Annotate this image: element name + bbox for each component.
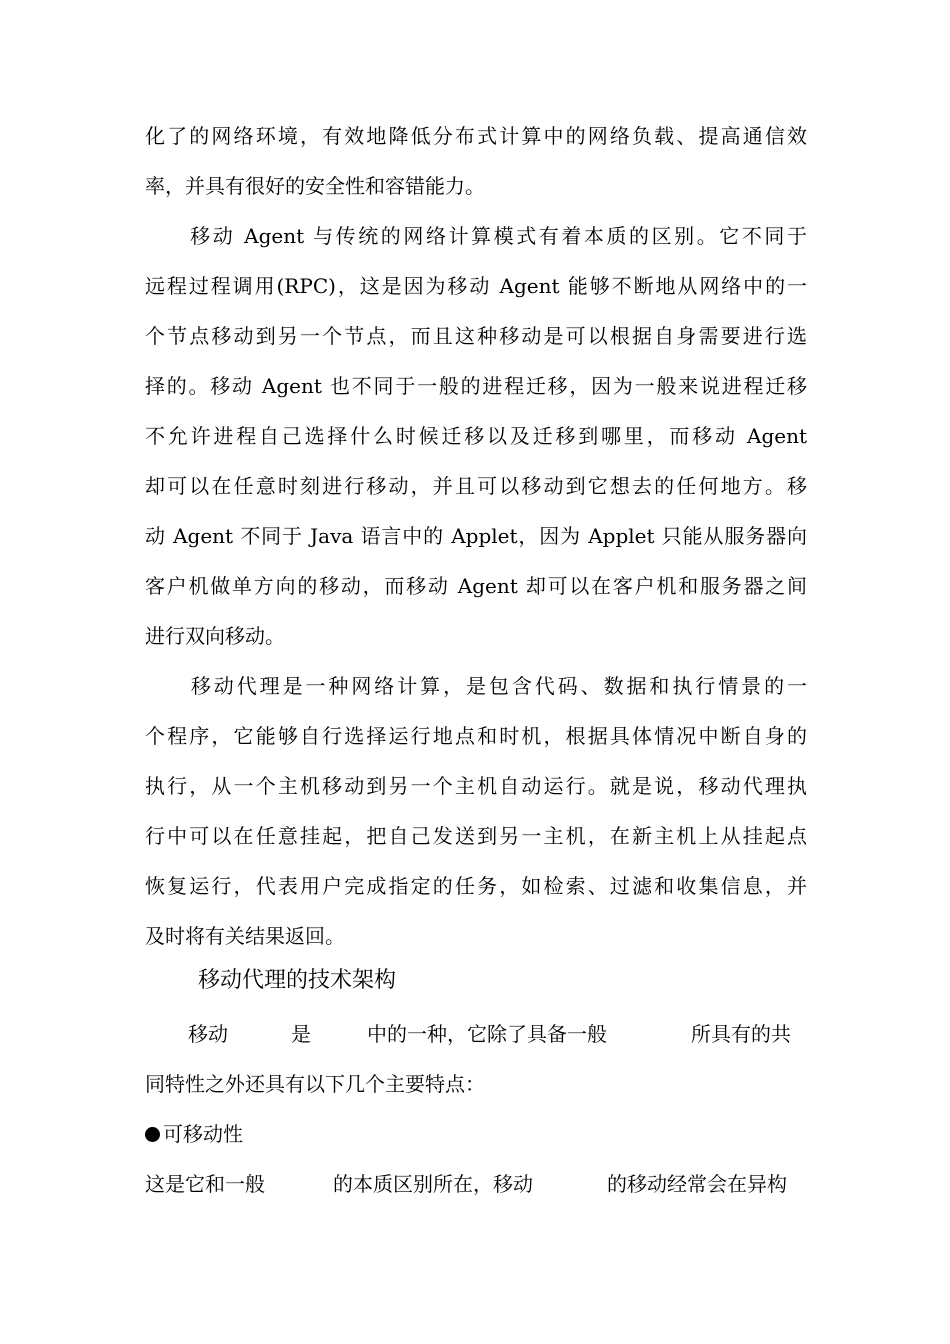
paragraph-2-line-3: 个节点移动到另一个节点，而且这种移动是可以根据自身需要进行选: [145, 324, 807, 348]
paragraph-4-fragment-1: 移动: [188, 1022, 228, 1046]
paragraph-4-line-1: [145, 1022, 807, 1046]
paragraph-4-fragment-3: 中的一种，它除了具备一般: [367, 1022, 607, 1046]
paragraph-1-line-1: 化了的网络环境，有效地降低分布式计算中的网络负载、提高通信效: [145, 124, 807, 148]
paragraph-2-line-6: 却可以在任意时刻进行移动，并且可以移动到它想去的任何地方。移: [145, 474, 807, 498]
paragraph-5-line-1: [145, 1172, 807, 1196]
paragraph-2-line-1: 移动 Agent 与传统的网络计算模式有着本质的区别。它不同于: [145, 224, 807, 248]
paragraph-3-line-6: 及时将有关结果返回。: [145, 924, 345, 948]
paragraph-3-line-1: 移动代理是一种网络计算，是包含代码、数据和执行情景的一: [145, 674, 807, 698]
paragraph-4-fragment-2: 是: [291, 1022, 311, 1046]
paragraph-3-line-3: 执行，从一个主机移动到另一个主机自动运行。就是说，移动代理执: [145, 774, 807, 798]
paragraph-2-line-5: 不允许进程自己选择什么时候迁移以及迁移到哪里，而移动 Agent: [145, 424, 807, 448]
paragraph-1-line-2: 率，并具有很好的安全性和容错能力。: [145, 174, 485, 198]
paragraph-4-fragment-4: 所具有的共: [691, 1022, 791, 1046]
paragraph-5-fragment-1: 这是它和一般: [145, 1172, 265, 1196]
paragraph-2-line-7: 动 Agent 不同于 Java 语言中的 Applet，因为 Applet 只能从服务器向: [145, 524, 807, 548]
paragraph-3-line-5: 恢复运行，代表用户完成指定的任务，如检索、过滤和收集信息，并: [145, 874, 807, 898]
section-heading: 移动代理的技术架构: [198, 968, 397, 993]
paragraph-2-line-2: 远程过程调用(RPC)，这是因为移动 Agent 能够不断地从网络中的一: [145, 274, 807, 298]
paragraph-2-line-9: 进行双向移动。: [145, 624, 285, 648]
paragraph-2-line-4: 择的。移动 Agent 也不同于一般的进程迁移，因为一般来说进程迁移: [145, 374, 807, 398]
paragraph-3-line-2: 个程序，它能够自行选择运行地点和时机，根据具体情况中断自身的: [145, 724, 807, 748]
paragraph-5-fragment-3: 的移动经常会在异构: [607, 1172, 787, 1196]
bullet-item: [145, 1122, 243, 1146]
bullet-icon: [145, 1127, 160, 1142]
paragraph-3-line-4: 行中可以在任意挂起，把自己发送到另一主机，在新主机上从挂起点: [145, 824, 807, 848]
paragraph-4-line-2: 同特性之外还具有以下几个主要特点：: [145, 1072, 485, 1096]
paragraph-5-fragment-2: 的本质区别所在，移动: [333, 1172, 533, 1196]
paragraph-2-line-8: 客户机做单方向的移动，而移动 Agent 却可以在客户机和服务器之间: [145, 574, 807, 598]
bullet-item-label: 可移动性: [163, 1122, 243, 1146]
